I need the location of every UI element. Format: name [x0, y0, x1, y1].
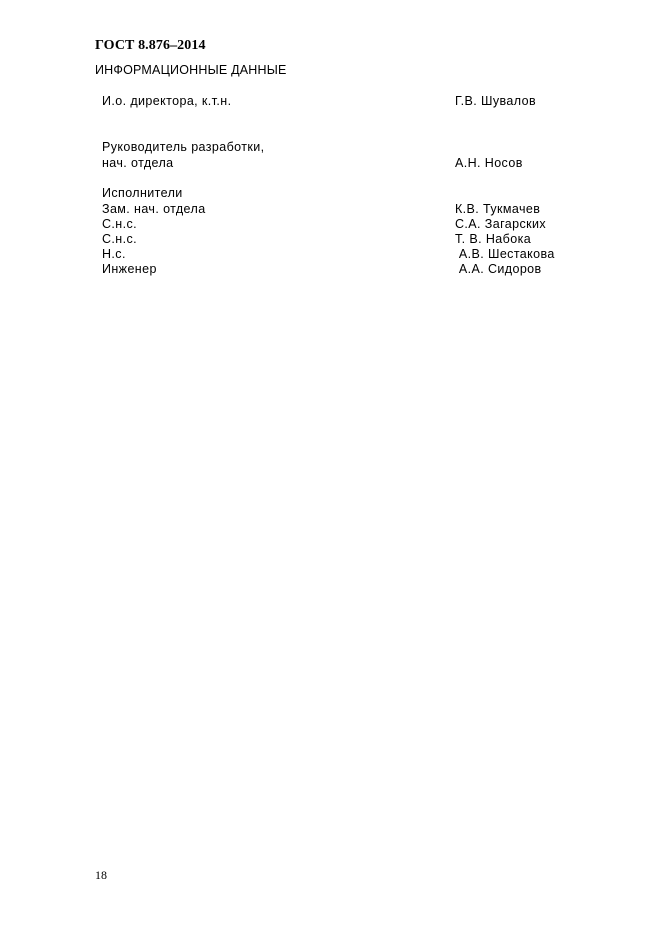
- section-title: ИНФОРМАЦИОННЫЕ ДАННЫЕ: [95, 63, 287, 77]
- role-senior-researcher-1: С.н.с.: [102, 217, 137, 231]
- role-researcher: Н.с.: [102, 247, 126, 261]
- name-engineer: А.А. Сидоров: [455, 262, 542, 276]
- role-lead-line1: Руководитель разработки,: [102, 140, 265, 154]
- page-number: 18: [95, 868, 107, 882]
- standard-title: ГОСТ 8.876–2014: [95, 38, 206, 53]
- role-director: И.о. директора, к.т.н.: [102, 94, 232, 108]
- role-deputy-head: Зам. нач. отдела: [102, 202, 206, 216]
- role-lead-line2: нач. отдела: [102, 156, 174, 170]
- name-senior-researcher-2: Т. В. Набока: [455, 232, 532, 246]
- name-deputy-head: К.В. Тукмачев: [455, 202, 541, 216]
- role-senior-researcher-2: С.н.с.: [102, 232, 137, 246]
- name-lead: А.Н. Носов: [455, 156, 523, 170]
- executors-heading: Исполнители: [102, 186, 183, 200]
- name-senior-researcher-1: С.А. Загарских: [455, 217, 547, 231]
- name-researcher: А.В. Шестакова: [455, 247, 555, 261]
- name-director: Г.В. Шувалов: [455, 94, 536, 108]
- role-engineer: Инженер: [102, 262, 157, 276]
